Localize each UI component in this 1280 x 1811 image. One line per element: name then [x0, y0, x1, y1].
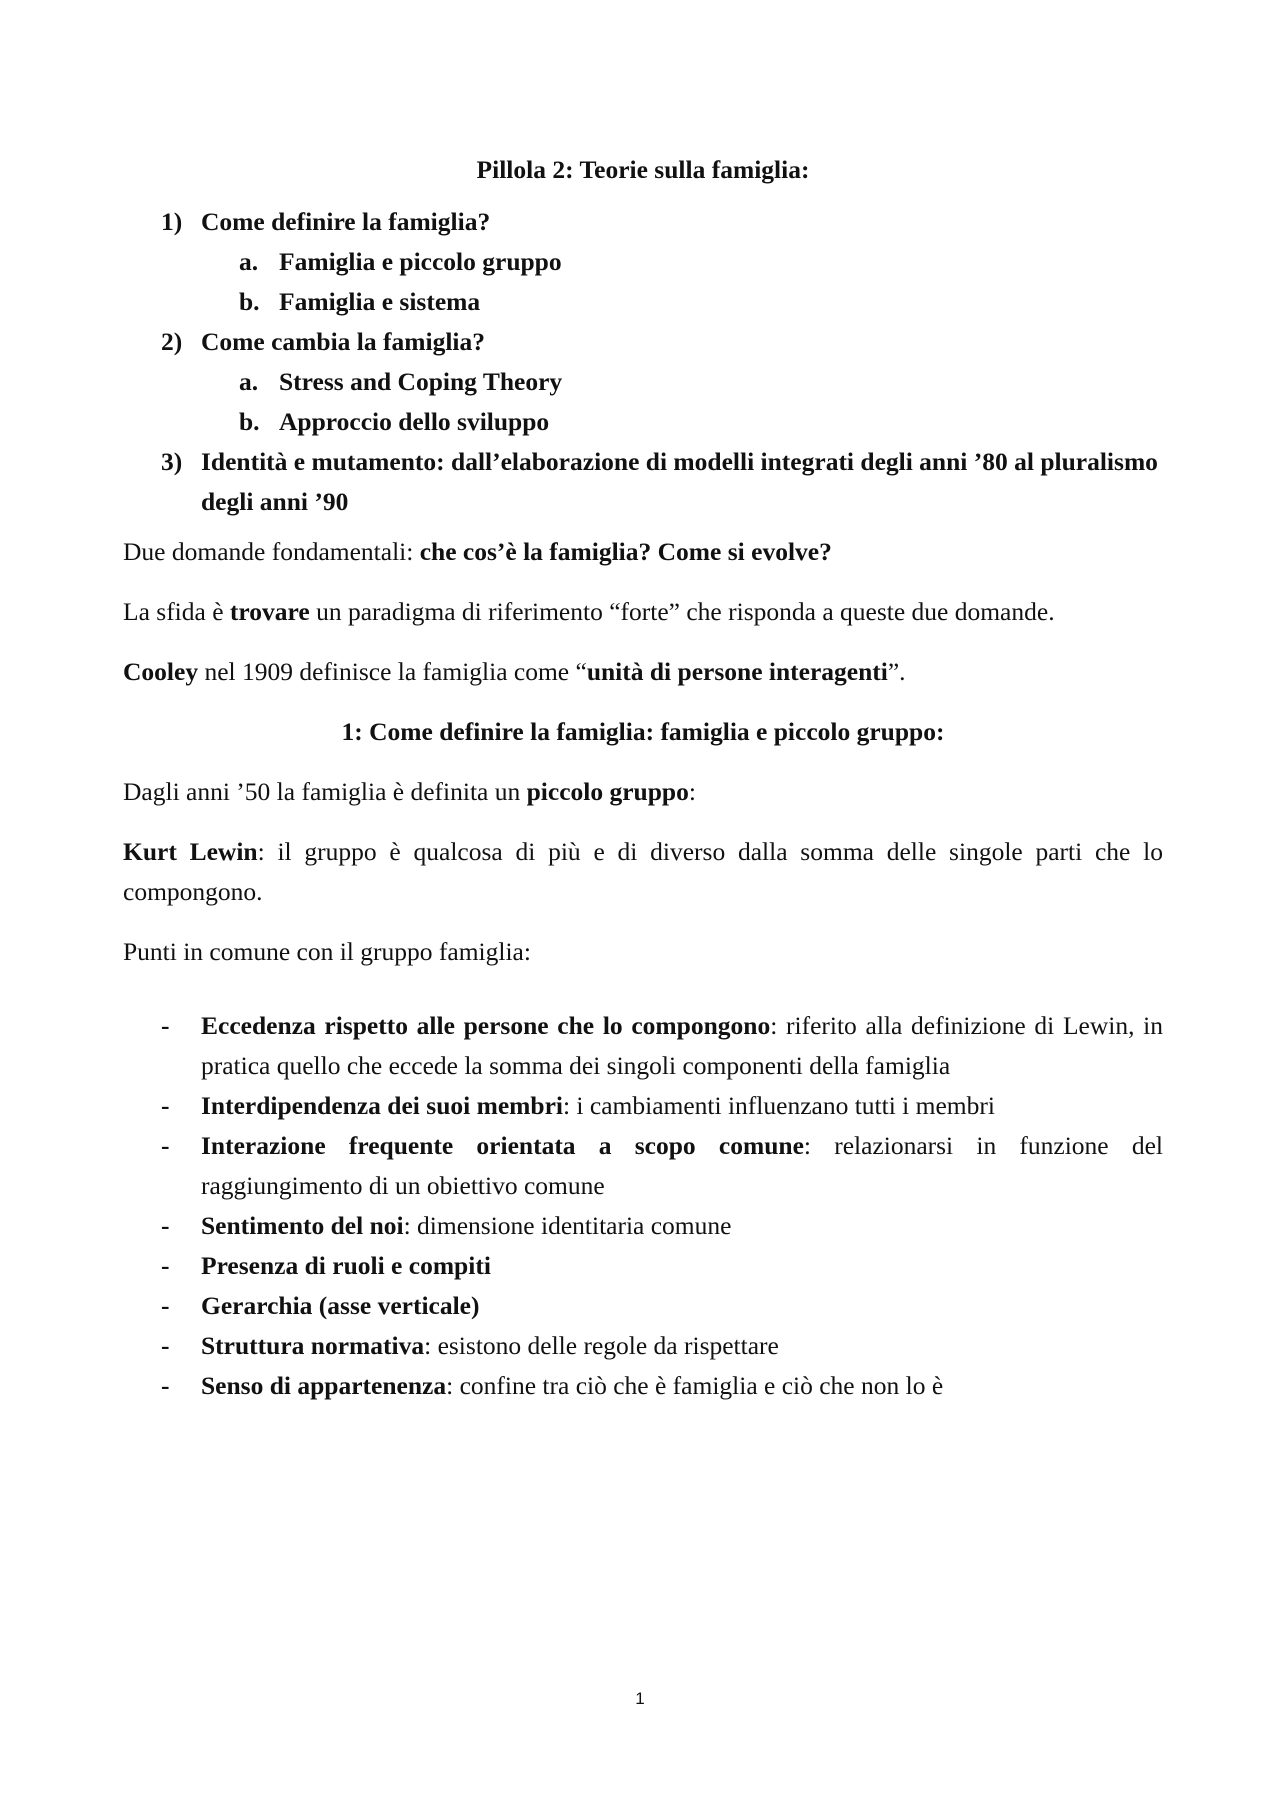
paragraph-challenge [123, 592, 1163, 632]
paragraph-bold-text: piccolo gruppo [526, 777, 689, 806]
list-item-text: : riferito alla definizione di Lewin, in pratica quello che eccede la somma dei singoli componenti della famiglia [201, 1011, 1163, 1080]
page-title: Pillola 2: Teorie sulla famiglia: [476, 155, 810, 184]
paragraph-text: : [688, 777, 696, 806]
list-item-bold: Sentimento del noi [201, 1211, 404, 1240]
page-number: 1 [635, 1689, 645, 1708]
list-item-bold: Interdipendenza dei suoi membri [201, 1091, 563, 1120]
list-item-bold: Gerarchia (asse verticale) [201, 1291, 480, 1320]
list-item-text: : i cambiamenti influenzano tutti i membri [562, 1091, 995, 1120]
bullet-dash: - [161, 1211, 170, 1240]
list-item-bold: Eccedenza rispetto alle persone che lo compongono [201, 1011, 771, 1040]
bullet-dash: - [161, 1011, 170, 1040]
bullet-dash: - [161, 1131, 170, 1160]
toc-item-text: Come cambia la famiglia? [201, 327, 485, 356]
table-of-contents [123, 202, 1163, 522]
paragraph-text: La sfida è [123, 597, 230, 626]
paragraph-bold-text: Kurt Lewin [123, 837, 258, 866]
bullet-dash: - [161, 1251, 170, 1280]
list-item-text: : dimensione identitaria comune [403, 1211, 732, 1240]
paragraph-text: ”. [887, 657, 906, 686]
paragraph-text: Due domande fondamentali: [123, 537, 420, 566]
paragraph-bold-text: che cos’è la famiglia? Come si evolve? [419, 537, 832, 566]
toc-item-text: Approccio dello sviluppo [279, 407, 550, 436]
list-item [123, 1126, 1163, 1206]
list-item [123, 1366, 1163, 1406]
list-item-bold: Struttura normativa [201, 1331, 425, 1360]
paragraph-bold-text: Cooley [123, 657, 199, 686]
toc-item-text: Identità e mutamento: dall’elaborazione di modelli integrati degli anni ’80 al pluralismo degli anni ’90 [201, 447, 1158, 516]
document-page [123, 150, 1163, 1406]
list-item [123, 1086, 1163, 1126]
toc-item-text: Come definire la famiglia? [201, 207, 491, 236]
toc-item-text: Famiglia e piccolo gruppo [279, 247, 562, 276]
list-item-text: : relazionarsi in funzione del raggiungimento di un obiettivo comune [201, 1131, 1163, 1200]
toc-item-number: b. [239, 407, 260, 436]
paragraph-lewin [123, 832, 1163, 912]
paragraph-bold-text: trovare [229, 597, 310, 626]
toc-item-number: a. [239, 367, 259, 396]
toc-item-2 [123, 322, 1163, 362]
list-item-bold: Senso di appartenenza [201, 1371, 447, 1400]
list-item [123, 1246, 1163, 1286]
list-item [123, 1206, 1163, 1246]
list-item [123, 1286, 1163, 1326]
toc-item-number: a. [239, 247, 259, 276]
toc-item-number: b. [239, 287, 260, 316]
toc-item-number: 1) [161, 207, 183, 236]
bullet-dash: - [161, 1331, 170, 1360]
bullet-list [123, 1006, 1163, 1406]
paragraph-text: un paradigma di riferimento “forte” che risponda a queste due domande. [309, 597, 1055, 626]
list-item-text: : esistono delle regole da rispettare [424, 1331, 779, 1360]
paragraph-text: Dagli anni ’50 la famiglia è definita un [123, 777, 527, 806]
paragraph-bold-text: unità di persone interagenti [586, 657, 888, 686]
bullet-dash: - [161, 1371, 170, 1400]
toc-item-number: 3) [161, 447, 183, 476]
list-item [123, 1326, 1163, 1366]
paragraph-cooley [123, 652, 1163, 692]
paragraph-common-points: Punti in comune con il gruppo famiglia: [123, 937, 531, 966]
paragraph-text: : il gruppo è qualcosa di più e di diverso dalla somma delle singole parti che lo compongono. [123, 837, 1163, 906]
paragraph-text: nel 1909 definisce la famiglia come “ [198, 657, 587, 686]
toc-item-text: Famiglia e sistema [279, 287, 481, 316]
list-item-bold: Interazione frequente orientata a scopo comune [201, 1131, 804, 1160]
toc-item-3 [123, 442, 1163, 522]
toc-item-1a [123, 242, 1163, 282]
bullet-dash: - [161, 1091, 170, 1120]
toc-item-2b [123, 402, 1163, 442]
list-item [123, 1006, 1163, 1086]
paragraph-key-questions [123, 532, 1163, 572]
toc-item-number: 2) [161, 327, 183, 356]
toc-item-text: Stress and Coping Theory [279, 367, 563, 396]
list-item-text: : confine tra ciò che è famiglia e ciò che non lo è [446, 1371, 944, 1400]
list-item-bold: Presenza di ruoli e compiti [201, 1251, 491, 1280]
toc-item-2a [123, 362, 1163, 402]
toc-item-1 [123, 202, 1163, 242]
section-heading: 1: Come definire la famiglia: famiglia e piccolo gruppo: [341, 717, 945, 746]
paragraph-small-group [123, 772, 1163, 812]
bullet-dash: - [161, 1291, 170, 1320]
toc-item-1b [123, 282, 1163, 322]
